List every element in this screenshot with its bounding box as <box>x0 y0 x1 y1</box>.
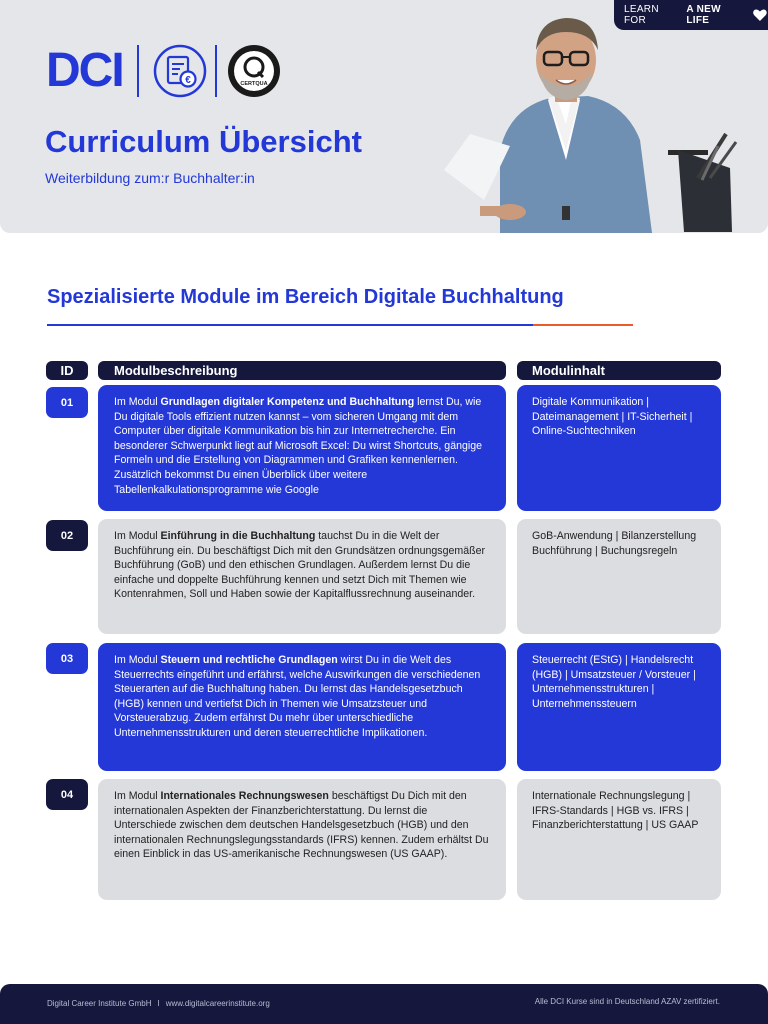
svg-text:CERTQUA: CERTQUA <box>240 81 268 87</box>
dci-logo: DCI <box>46 44 123 97</box>
module-description-body: lernst Du, wie Du digitale Tools effizient nutzen kannst – vom sicheren Umgang mit dem Computer über digitale Kommunikation bis hin zur Internetrecherche. Ein besonderer Schwerpunkt liegt auf Microsoft Excel: Du wirst Shortcuts, gängige Formeln und die Erstellung von Diagrammen und Grafiken kennenlernen. Zusätzlich bekommst Du einen Überblick über weitere Tabellenkalkulationsprogramme wie Google <box>114 396 483 496</box>
footer-url-link[interactable]: www.digitalcareerinstitute.org <box>165 999 270 1008</box>
footer-certification-note: Alle DCI Kurse sind in Deutschland AZAV zertifiziert. <box>534 997 720 1006</box>
footer-company-info <box>47 999 270 1008</box>
learn-for-a-new-life-badge <box>614 0 768 30</box>
module-description-body: tauchst Du in die Welt der Buchführung ein. Du beschäftigst Dich mit den Grundsätzen ordnungsgemäßer Buchführung (GoB) und den ethischen Grundlagen. Außerdem lernst Du die einfache und doppelte Buchführung kennen und setzt Dich mit Themen wie Kontenrahmen, Soll und Haben sowie der Kapitalflussrechnung auseinander. <box>114 530 485 601</box>
column-header-id: ID <box>46 361 88 380</box>
module-description-intro: Im Modul <box>114 530 161 542</box>
module-id: 01 <box>46 387 88 418</box>
module-name: Internationales Rechnungswesen <box>160 790 329 802</box>
module-description <box>98 643 506 771</box>
module-content: Digitale Kommunikation | Dateimanagement | IT-Sicherheit | Online-Suchtechniken <box>517 385 721 511</box>
module-content: GoB-Anwendung | Bilanzerstellung Buchführung | Buchungsregeln <box>517 519 721 634</box>
footer-separator: I <box>157 999 160 1008</box>
footer <box>0 984 768 1024</box>
module-name: Grundlagen digitaler Kompetenz und Buchhaltung <box>160 396 415 408</box>
header-banner <box>0 0 768 233</box>
module-name: Einführung in die Buchhaltung <box>160 530 316 542</box>
logo-divider <box>215 45 217 97</box>
footer-company: Digital Career Institute GmbH <box>47 999 152 1008</box>
module-id: 02 <box>46 520 88 551</box>
module-description <box>98 779 506 900</box>
module-content: Steuerrecht (EStG) | Handelsrecht (HGB) | Umsatzsteuer / Vorsteuer | Unternehmensstrukturen | Unternehmenssteuern <box>517 643 721 771</box>
module-id: 03 <box>46 643 88 674</box>
page-title: Curriculum Übersicht <box>45 124 362 159</box>
module-content: Internationale Rechnungslegung | IFRS-Standards | HGB vs. IFRS | Finanzberichterstattung | US GAAP <box>517 779 721 900</box>
module-description-intro: Im Modul <box>114 790 161 802</box>
module-description-intro: Im Modul <box>114 396 161 408</box>
svg-text:€: € <box>184 75 191 86</box>
module-id: 04 <box>46 779 88 810</box>
tagline-bold: A NEW LIFE <box>686 4 721 26</box>
module-name: Steuern und rechtliche Grundlagen <box>160 654 338 666</box>
section-divider-accent <box>533 324 633 326</box>
column-header-description: Modulbeschreibung <box>98 361 506 380</box>
section-title: Spezialisierte Module im Bereich Digitale Buchhaltung <box>47 286 564 308</box>
hero-photo <box>440 0 768 233</box>
heart-icon <box>752 7 768 23</box>
certqua-seal-icon <box>227 44 281 98</box>
module-description-body: beschäftigst Du Dich mit den internationalen Aspekten der Finanzberichterstattung. Du lernst die Unterschiede zwischen dem deutschen Handelsgesetzbuch (HGB) und den internationalen Rechnungslegungsstandards (IFRS) kennen. Zudem erhältst Du einen Einblick in das US-amerikanische Rechnungswesen (US GAAP). <box>114 790 489 861</box>
logo-divider <box>137 45 139 97</box>
module-description-body: wirst Du in die Welt des Steuerrechts eingeführt und erfährst, welche Auswirkungen die verschiedenen Steuerarten auf die Buchhaltung haben. Du lernst das Handelsgesetzbuch (HGB) kennen und vertiefst Dich in Themen wie Umsatzsteuer und Vorsteuerabzug. Zudem erfährst Du mehr über unterschiedliche Unternehmensstrukturen und deren steuerrechtliche Implikationen. <box>114 654 481 739</box>
logo-row <box>46 44 281 98</box>
invoice-euro-icon <box>153 44 207 98</box>
module-description-intro: Im Modul <box>114 654 161 666</box>
module-description <box>98 519 506 634</box>
tagline-prefix: LEARN FOR <box>624 4 659 26</box>
page-subtitle: Weiterbildung zum:r Buchhalter:in <box>45 170 255 186</box>
module-description <box>98 385 506 511</box>
column-header-content: Modulinhalt <box>517 361 721 380</box>
